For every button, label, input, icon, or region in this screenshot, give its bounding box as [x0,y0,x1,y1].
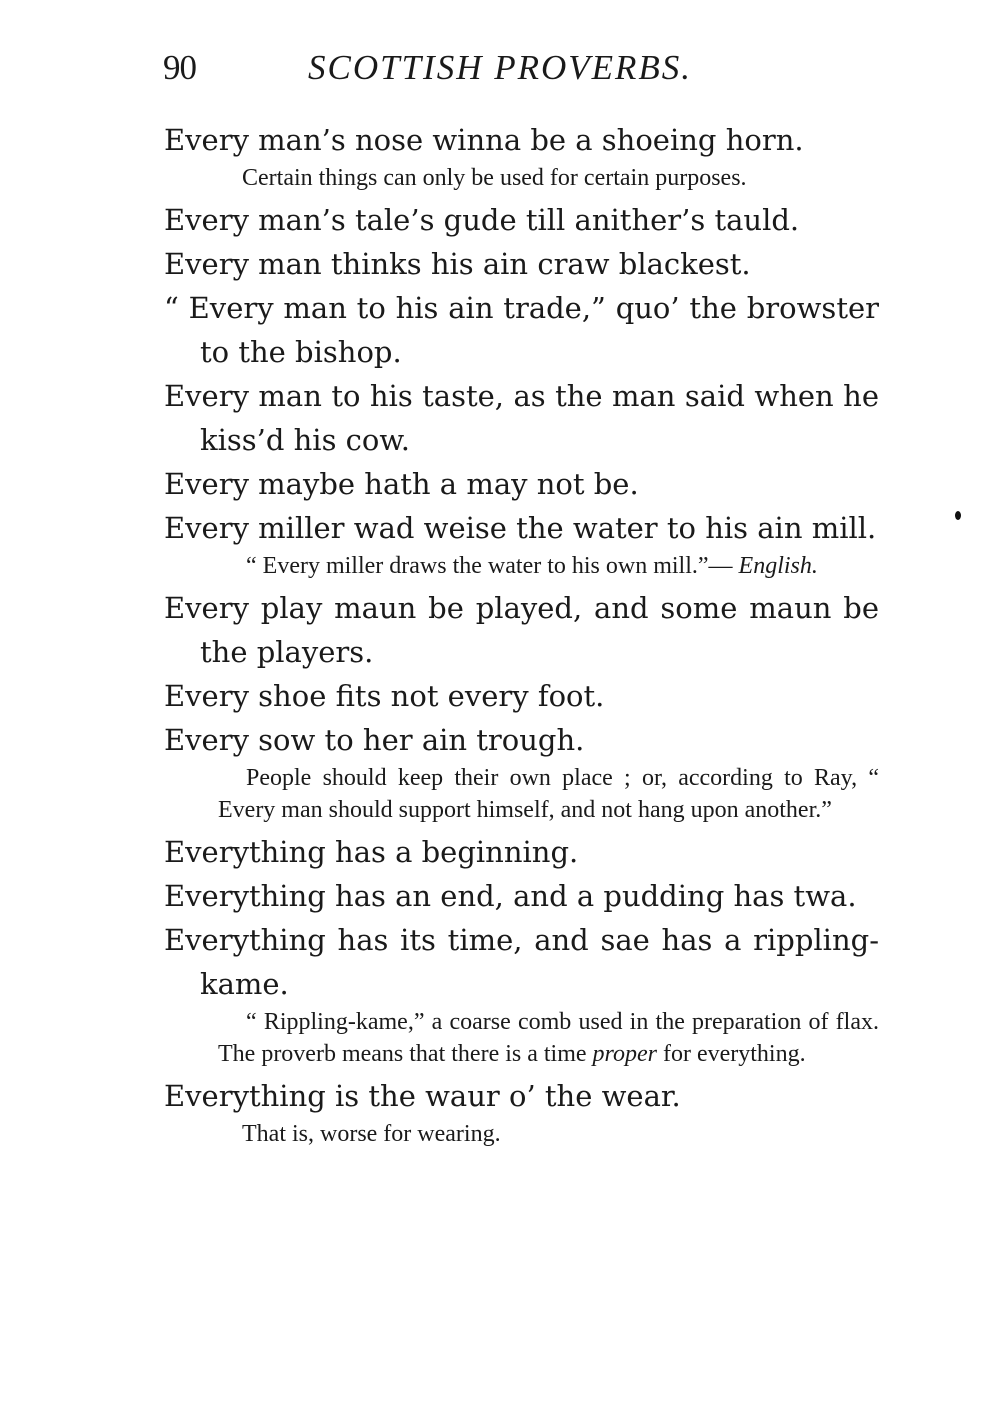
explanatory-note [164,550,879,582]
proverb: Everything is the waur o’ the wear. [164,1079,681,1113]
proverb: Every maybe hath a may not be. [164,467,639,501]
explanatory-note: Certain things can only be used for certain purposes. [242,165,747,191]
proverb: Every man thinks his ain craw blackest. [164,247,751,281]
proverb: Every sow to her ain trough. [164,723,585,757]
proverb: Every man’s nose winna be a shoeing horn. [164,123,804,157]
ink-speck [955,511,961,520]
proverb: Everything has an end, and a pudding has twa. [164,879,857,913]
proverb: Everything has a beginning. [164,835,579,869]
proverb: Every play maun be played, and some maun be the players. [164,591,879,669]
note-text: People should keep their own place ; or, according to Ray, “ Every man should support himself, and not hang upon another.” [218,765,879,823]
proverb-list [164,118,879,1154]
proverb: “ Every man to his ain trade,” quo’ the browster to the bishop. [164,291,879,369]
note-italic: proper [592,1041,657,1067]
note-text: for everything. [662,1041,806,1067]
explanatory-note [164,762,879,826]
explanatory-note: That is, worse for wearing. [242,1121,501,1147]
note-text: “ Every miller draws the water to his own mill.”— [246,553,733,579]
proverb: Everything has its time, and sae has a rippling-kame. [164,923,879,1001]
proverb: Every man’s tale’s gude till anither’s tauld. [164,203,800,237]
proverb: Every shoe fits not every foot. [164,679,605,713]
page-header [0,48,1000,98]
note-text: “ Rippling-kame,” a coarse comb used in the preparation of flax. The proverb means that there is a time [218,1009,879,1067]
proverb: Every man to his taste, as the man said when he kiss’d his cow. [164,379,879,457]
page-number: 90 [163,48,196,87]
explanatory-note [164,1006,879,1070]
proverb: Every miller wad weise the water to his ain mill. [164,511,877,545]
note-italic: English. [738,553,818,579]
running-title: SCOTTISH PROVERBS. [308,48,693,87]
